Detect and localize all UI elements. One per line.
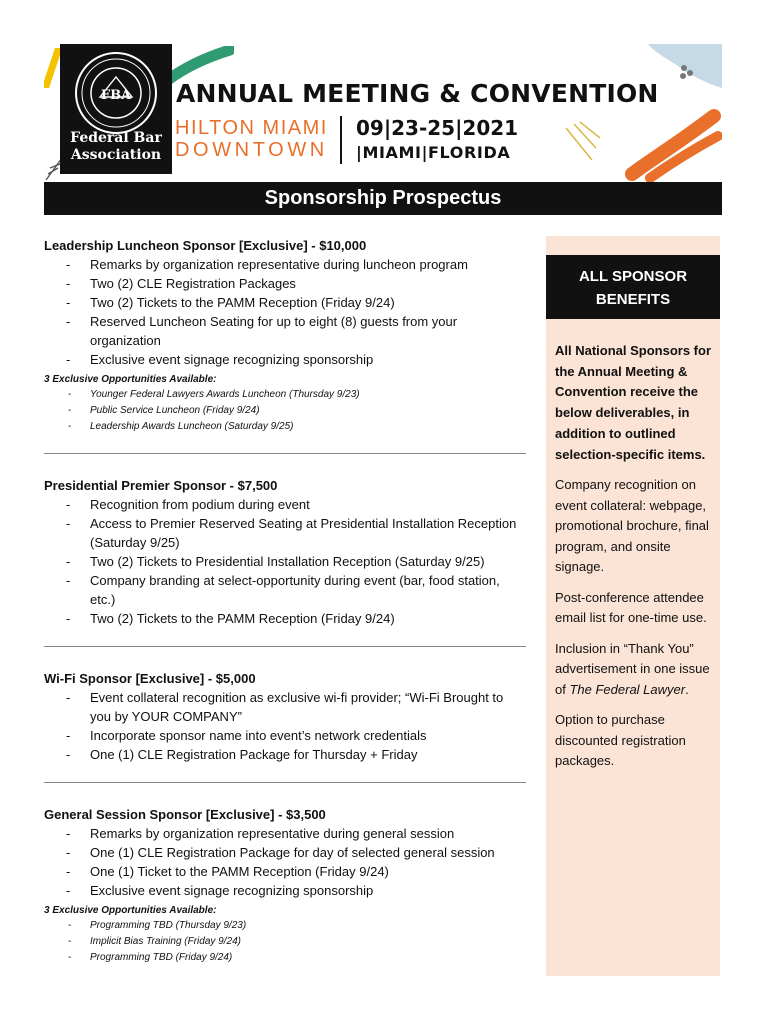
venue-name (175, 117, 328, 161)
list-item: - Leadership Awards Luncheon (Saturday 9/25) (90, 419, 526, 435)
sparkle-lines-decoration (562, 120, 602, 164)
sponsor-section-general-session (44, 805, 526, 966)
list-item: - One (1) CLE Registration Package for Thursday + Friday (90, 745, 526, 764)
header-divider (340, 116, 342, 164)
section-divider (44, 646, 526, 647)
benefit-list (44, 688, 526, 764)
benefit-list (44, 824, 526, 900)
sidebar-body (555, 341, 715, 782)
list-item: - Event collateral recognition as exclusive wi-fi provider; “Wi-Fi Brought to you by YOUR COMPANY” (90, 688, 526, 726)
list-item: - Programming TBD (Friday 9/24) (90, 950, 526, 966)
benefit-advertisement (555, 639, 715, 701)
venue-line-1: HILTON MIAMI (175, 117, 328, 139)
list-item: - Exclusive event signage recognizing sponsorship (90, 350, 526, 369)
list-item: - Recognition from podium during event (90, 495, 526, 514)
opportunities-list (44, 387, 526, 435)
sponsor-section-leadership-luncheon (44, 236, 526, 435)
section-divider (44, 782, 526, 783)
organization-name: Federal Bar Association (70, 130, 162, 163)
section-heading: Presidential Premier Sponsor - $7,500 (44, 478, 278, 493)
seal-icon (74, 51, 158, 135)
sponsor-section-wifi (44, 669, 526, 764)
sidebar-lead: All National Sponsors for the Annual Meeting & Convention receive the below deliverables, in addition to outlined selection-specific items. (555, 343, 712, 462)
list-item: - Two (2) CLE Registration Packages (90, 274, 526, 293)
venue-line-2: DOWNTOWN (175, 139, 328, 161)
sponsorship-list (44, 236, 526, 966)
benefit-collateral: Company recognition on event collateral: webpage, promotional brochure, final program, and onsite signage. (555, 477, 709, 575)
list-item: - Remarks by organization representative during general session (90, 824, 526, 843)
opportunities-list (44, 918, 526, 966)
benefit-ad-end: . (685, 681, 689, 697)
list-item: - Company branding at select-opportunity during event (bar, food station, etc.) (90, 571, 526, 609)
benefit-email-list: Post-conference attendee email list for one-time use. (555, 589, 707, 626)
list-item: - Two (2) Tickets to Presidential Installation Reception (Saturday 9/25) (90, 552, 526, 571)
list-item: - Access to Premier Reserved Seating at Presidential Installation Reception (Saturday 9/25) (90, 514, 526, 552)
sidebar-heading: ALL SPONSOR BENEFITS (546, 255, 720, 319)
list-item: - Public Service Luncheon (Friday 9/24) (90, 403, 526, 419)
list-item: - Younger Federal Lawyers Awards Luncheon (Thursday 9/23) (90, 387, 526, 403)
section-divider (44, 453, 526, 454)
list-item: - Reserved Luncheon Seating for up to eight (8) guests from your organization (90, 312, 526, 350)
seal-monogram: FBA (100, 88, 132, 103)
blue-blob-decoration (648, 44, 722, 90)
benefit-list (44, 495, 526, 628)
section-heading: Leadership Luncheon Sponsor [Exclusive] - $10,000 (44, 238, 367, 253)
list-item: - Programming TBD (Thursday 9/23) (90, 918, 526, 934)
section-heading: General Session Sponsor [Exclusive] - $3,500 (44, 807, 326, 822)
list-item: - Implicit Bias Training (Friday 9/24) (90, 934, 526, 950)
list-item: - Incorporate sponsor name into event’s network credentials (90, 726, 526, 745)
publication-title: The Federal Lawyer (569, 681, 686, 697)
event-header (44, 44, 722, 182)
federal-bar-logo (60, 44, 172, 174)
list-item: - Remarks by organization representative during luncheon program (90, 255, 526, 274)
benefit-discount: Option to purchase discounted registration packages. (555, 712, 686, 769)
list-item: - Exclusive event signage recognizing sponsorship (90, 881, 526, 900)
yellow-brush-decoration (44, 48, 60, 88)
list-item: - One (1) Ticket to the PAMM Reception (Friday 9/24) (90, 862, 526, 881)
benefit-ad-text: Inclusion in “Thank You” advertisement in one issue of (555, 640, 710, 697)
orange-brush-decoration (622, 104, 722, 182)
list-item: - Two (2) Tickets to the PAMM Reception (Friday 9/24) (90, 609, 526, 628)
list-item: - Two (2) Tickets to the PAMM Reception (Friday 9/24) (90, 293, 526, 312)
opportunities-heading: 3 Exclusive Opportunities Available: (44, 374, 217, 385)
benefit-list (44, 255, 526, 369)
sponsor-benefits-sidebar (546, 236, 720, 976)
event-dates: 09|23-25|2021 (356, 116, 519, 140)
section-heading: Wi-Fi Sponsor [Exclusive] - $5,000 (44, 671, 256, 686)
list-item: - One (1) CLE Registration Package for day of selected general session (90, 843, 526, 862)
page-title: Sponsorship Prospectus (44, 182, 722, 215)
opportunities-heading: 3 Exclusive Opportunities Available: (44, 905, 217, 916)
event-location: |MIAMI|FLORIDA (356, 143, 511, 162)
sponsor-section-presidential-premier (44, 476, 526, 628)
event-title: ANNUAL MEETING & CONVENTION (176, 79, 659, 108)
